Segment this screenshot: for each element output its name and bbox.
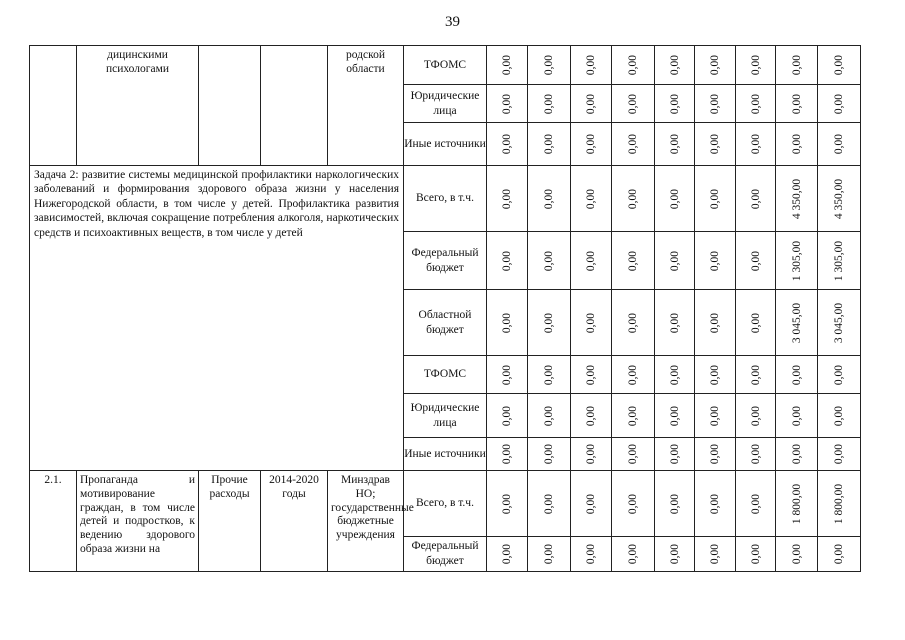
value-cell — [612, 290, 655, 356]
value-text: 0,00 — [668, 133, 681, 155]
funding-source-label: Федеральный бюджет — [411, 540, 479, 567]
value-cell — [776, 394, 818, 438]
value-cell — [571, 166, 612, 232]
table-row — [30, 471, 861, 537]
value-text: 4 350,00 — [790, 178, 803, 219]
value-cell — [612, 123, 655, 166]
value-cell — [736, 232, 776, 290]
value-text: 0,00 — [749, 543, 762, 565]
value-text: 0,00 — [790, 543, 803, 565]
value-text: 4 350,00 — [833, 178, 845, 219]
value-text: 0,00 — [501, 188, 513, 209]
value-cell — [695, 46, 736, 85]
value-text: 0,00 — [543, 364, 555, 385]
value-cell — [571, 356, 612, 394]
value-cell — [612, 356, 655, 394]
value-text: 0,00 — [543, 443, 555, 465]
value-text: 1 305,00 — [833, 240, 845, 281]
value-text: 0,00 — [627, 54, 639, 76]
value-cell — [655, 85, 695, 123]
value-cell — [736, 290, 776, 356]
value-cell — [695, 438, 736, 471]
value-text: 0,00 — [543, 133, 555, 155]
value-cell — [571, 471, 612, 537]
value-text: 0,00 — [790, 405, 803, 426]
value-cell — [487, 46, 528, 85]
value-cell — [736, 166, 776, 232]
value-cell — [487, 290, 528, 356]
value-cell — [655, 356, 695, 394]
funding-source-label: ТФОМС — [423, 58, 467, 71]
value-text: 0,00 — [749, 133, 762, 155]
value-text: 0,00 — [585, 312, 597, 333]
item-period-text: 2014-2020 годы — [269, 474, 319, 500]
value-cell — [776, 46, 818, 85]
value-cell — [655, 471, 695, 537]
value-text: 0,00 — [627, 443, 639, 465]
value-text: 0,00 — [627, 543, 639, 565]
value-text: 0,00 — [833, 93, 845, 114]
funding-source-label: Всего, в т.ч. — [416, 497, 474, 510]
value-text: 1 800,00 — [833, 483, 845, 524]
value-text: 0,00 — [501, 312, 513, 333]
value-text: 0,00 — [543, 493, 555, 514]
value-text: 0,00 — [709, 493, 721, 514]
value-text: 0,00 — [627, 250, 639, 271]
value-text: 0,00 — [790, 443, 803, 465]
value-cell — [655, 166, 695, 232]
task-text: Задача 2: развитие системы медицинской профилактики наркологических заболеваний и формирования здорового образа жизни у населения Нижегородской области, в том числе у детей. Профилактика развития зависимостей, включая сокращение потребления алкоголя, наркотических средств и психоактивных веществ, в том числе у детей — [34, 169, 399, 239]
funding-source-label: Областной бюджет — [418, 308, 472, 336]
period-cell — [261, 46, 328, 166]
value-cell — [695, 356, 736, 394]
value-cell — [695, 232, 736, 290]
value-text: 0,00 — [585, 250, 597, 271]
description-cell — [77, 46, 199, 166]
value-cell — [571, 85, 612, 123]
funding-source-cell — [404, 46, 487, 85]
value-cell — [528, 438, 571, 471]
item-type-cell — [199, 471, 261, 572]
value-text: 0,00 — [543, 405, 555, 426]
value-text: 0,00 — [709, 543, 721, 565]
value-cell — [655, 46, 695, 85]
value-text: 0,00 — [543, 250, 555, 271]
value-text: 0,00 — [501, 250, 513, 271]
value-cell — [487, 166, 528, 232]
value-cell — [695, 123, 736, 166]
value-text: 0,00 — [501, 405, 513, 426]
value-cell — [528, 46, 571, 85]
value-cell — [776, 438, 818, 471]
value-cell — [528, 123, 571, 166]
funding-source-cell — [404, 123, 487, 166]
value-text: 0,00 — [833, 364, 845, 385]
value-cell — [571, 46, 612, 85]
budget-table — [29, 45, 861, 572]
value-cell — [695, 166, 736, 232]
value-text: 0,00 — [543, 188, 555, 209]
value-cell — [736, 123, 776, 166]
value-text: 0,00 — [833, 54, 845, 76]
funding-source-label: Юридические лица — [410, 401, 480, 429]
item-period-cell — [261, 471, 328, 572]
value-text: 0,00 — [709, 93, 721, 114]
funding-source-cell — [404, 394, 487, 438]
value-cell — [818, 166, 861, 232]
value-cell — [776, 166, 818, 232]
value-cell — [571, 394, 612, 438]
table-body — [30, 46, 861, 572]
value-text: 0,00 — [790, 133, 803, 155]
value-text: 0,00 — [585, 493, 597, 514]
funding-source-cell — [404, 232, 487, 290]
value-text: 0,00 — [543, 54, 555, 76]
value-text: 0,00 — [790, 93, 803, 114]
item-number-cell — [30, 471, 77, 572]
value-cell — [736, 394, 776, 438]
value-text: 0,00 — [501, 54, 513, 76]
value-cell — [612, 537, 655, 572]
value-text: 0,00 — [833, 133, 845, 155]
executor-cell — [328, 46, 404, 166]
value-text: 0,00 — [749, 493, 762, 514]
funding-source-label: Всего, в т.ч. — [416, 192, 474, 205]
funding-source-cell — [404, 290, 487, 356]
value-text: 0,00 — [627, 364, 639, 385]
type-cell — [199, 46, 261, 166]
value-cell — [487, 356, 528, 394]
task-cell — [30, 166, 404, 471]
value-cell — [487, 438, 528, 471]
value-text: 0,00 — [749, 188, 762, 209]
value-cell — [736, 356, 776, 394]
value-cell — [818, 46, 861, 85]
item-description-text: Пропаганда и мотивирование граждан, в том числе детей и подростков, к ведению здорового образа жизни на — [80, 474, 195, 555]
value-cell — [612, 394, 655, 438]
funding-source-label: ТФОМС — [423, 368, 467, 381]
value-text: 3 045,00 — [790, 302, 803, 343]
value-text: 0,00 — [668, 188, 681, 209]
value-cell — [528, 537, 571, 572]
value-cell — [655, 537, 695, 572]
value-text: 0,00 — [749, 364, 762, 385]
value-text: 0,00 — [627, 493, 639, 514]
value-cell — [655, 123, 695, 166]
value-cell — [776, 85, 818, 123]
region-text: родской области — [345, 49, 386, 75]
value-cell — [612, 85, 655, 123]
value-text: 0,00 — [709, 188, 721, 209]
item-type-text: Прочие расходы — [209, 474, 250, 500]
value-text: 0,00 — [627, 405, 639, 426]
number-cell — [30, 46, 77, 166]
value-cell — [571, 537, 612, 572]
value-text: 0,00 — [543, 312, 555, 333]
funding-source-cell — [404, 438, 487, 471]
value-text: 0,00 — [668, 250, 681, 271]
table-row — [30, 166, 861, 232]
item-executor-text: Минздрав НО; государственные бюджетные учреждения — [331, 474, 414, 542]
value-cell — [776, 537, 818, 572]
value-cell — [818, 232, 861, 290]
value-cell — [695, 471, 736, 537]
value-text: 0,00 — [585, 405, 597, 426]
value-text: 0,00 — [585, 93, 597, 114]
value-text: 0,00 — [709, 443, 721, 465]
value-cell — [528, 394, 571, 438]
value-cell — [736, 46, 776, 85]
value-cell — [528, 356, 571, 394]
value-cell — [736, 537, 776, 572]
value-text: 0,00 — [501, 133, 513, 155]
value-text: 0,00 — [585, 188, 597, 209]
value-cell — [655, 394, 695, 438]
value-cell — [487, 394, 528, 438]
value-cell — [487, 471, 528, 537]
value-cell — [818, 438, 861, 471]
value-text: 0,00 — [709, 405, 721, 426]
value-text: 0,00 — [790, 364, 803, 385]
funding-source-cell — [404, 166, 487, 232]
value-text: 0,00 — [585, 443, 597, 465]
value-text: 0,00 — [668, 54, 681, 76]
value-cell — [612, 166, 655, 232]
value-cell — [487, 85, 528, 123]
value-cell — [776, 356, 818, 394]
value-cell — [528, 471, 571, 537]
funding-source-cell — [404, 85, 487, 123]
value-cell — [695, 290, 736, 356]
page-number: 39 — [445, 14, 460, 30]
value-cell — [612, 438, 655, 471]
value-cell — [612, 232, 655, 290]
value-text: 0,00 — [749, 312, 762, 333]
value-cell — [818, 537, 861, 572]
value-text: 0,00 — [585, 364, 597, 385]
value-text: 0,00 — [627, 312, 639, 333]
value-cell — [818, 290, 861, 356]
funding-source-label: Иные источники — [404, 137, 486, 150]
funding-source-label: Иные источники — [404, 447, 486, 460]
value-cell — [612, 46, 655, 85]
value-text: 0,00 — [709, 364, 721, 385]
value-cell — [571, 232, 612, 290]
value-text: 0,00 — [501, 443, 513, 465]
value-text: 0,00 — [627, 188, 639, 209]
value-cell — [487, 232, 528, 290]
value-text: 0,00 — [709, 312, 721, 333]
value-text: 0,00 — [833, 443, 845, 465]
value-text: 0,00 — [709, 133, 721, 155]
value-text: 0,00 — [501, 543, 513, 565]
table-row — [30, 46, 861, 85]
value-text: 0,00 — [833, 543, 845, 565]
value-cell — [736, 471, 776, 537]
value-text: 0,00 — [749, 250, 762, 271]
value-cell — [818, 123, 861, 166]
funding-source-cell — [404, 356, 487, 394]
value-text: 0,00 — [543, 543, 555, 565]
description-text: дицинскими психологами — [105, 49, 170, 75]
funding-source-label: Юридические лица — [410, 89, 480, 117]
value-cell — [528, 166, 571, 232]
value-cell — [736, 438, 776, 471]
value-cell — [655, 290, 695, 356]
item-description-cell — [77, 471, 199, 572]
value-cell — [571, 123, 612, 166]
value-text: 3 045,00 — [833, 302, 845, 343]
value-cell — [612, 471, 655, 537]
value-cell — [818, 356, 861, 394]
value-text: 0,00 — [627, 93, 639, 114]
value-text: 0,00 — [627, 133, 639, 155]
value-text: 0,00 — [668, 543, 681, 565]
value-cell — [818, 394, 861, 438]
value-cell — [776, 290, 818, 356]
value-text: 1 305,00 — [790, 240, 803, 281]
value-cell — [655, 232, 695, 290]
funding-source-cell — [404, 537, 487, 572]
value-cell — [818, 471, 861, 537]
value-cell — [655, 438, 695, 471]
value-text: 0,00 — [543, 93, 555, 114]
value-cell — [571, 290, 612, 356]
value-cell — [776, 123, 818, 166]
value-cell — [776, 232, 818, 290]
value-text: 0,00 — [668, 312, 681, 333]
value-cell — [528, 85, 571, 123]
value-cell — [528, 290, 571, 356]
value-cell — [736, 85, 776, 123]
value-cell — [487, 123, 528, 166]
value-text: 0,00 — [501, 493, 513, 514]
value-text: 0,00 — [749, 93, 762, 114]
value-text: 1 800,00 — [790, 483, 803, 524]
value-text: 0,00 — [749, 443, 762, 465]
value-cell — [695, 394, 736, 438]
value-text: 0,00 — [501, 93, 513, 114]
value-text: 0,00 — [585, 543, 597, 565]
value-text: 0,00 — [668, 443, 681, 465]
value-cell — [571, 438, 612, 471]
value-cell — [818, 85, 861, 123]
value-text: 0,00 — [833, 405, 845, 426]
value-cell — [487, 537, 528, 572]
value-cell — [695, 85, 736, 123]
value-text: 0,00 — [668, 405, 681, 426]
value-text: 0,00 — [668, 93, 681, 114]
value-cell — [695, 537, 736, 572]
value-text: 0,00 — [709, 250, 721, 271]
funding-source-cell — [404, 471, 487, 537]
funding-source-label: Федеральный бюджет — [411, 246, 479, 274]
value-text: 0,00 — [790, 54, 803, 76]
value-text: 0,00 — [585, 54, 597, 76]
value-text: 0,00 — [709, 54, 721, 76]
value-text: 0,00 — [668, 364, 681, 385]
value-text: 0,00 — [585, 133, 597, 155]
value-text: 0,00 — [749, 405, 762, 426]
value-cell — [528, 232, 571, 290]
item-number-text: 2.1. — [44, 474, 62, 486]
value-cell — [776, 471, 818, 537]
item-executor-cell — [328, 471, 414, 572]
value-text: 0,00 — [501, 364, 513, 385]
value-text: 0,00 — [668, 493, 681, 514]
value-text: 0,00 — [749, 54, 762, 76]
